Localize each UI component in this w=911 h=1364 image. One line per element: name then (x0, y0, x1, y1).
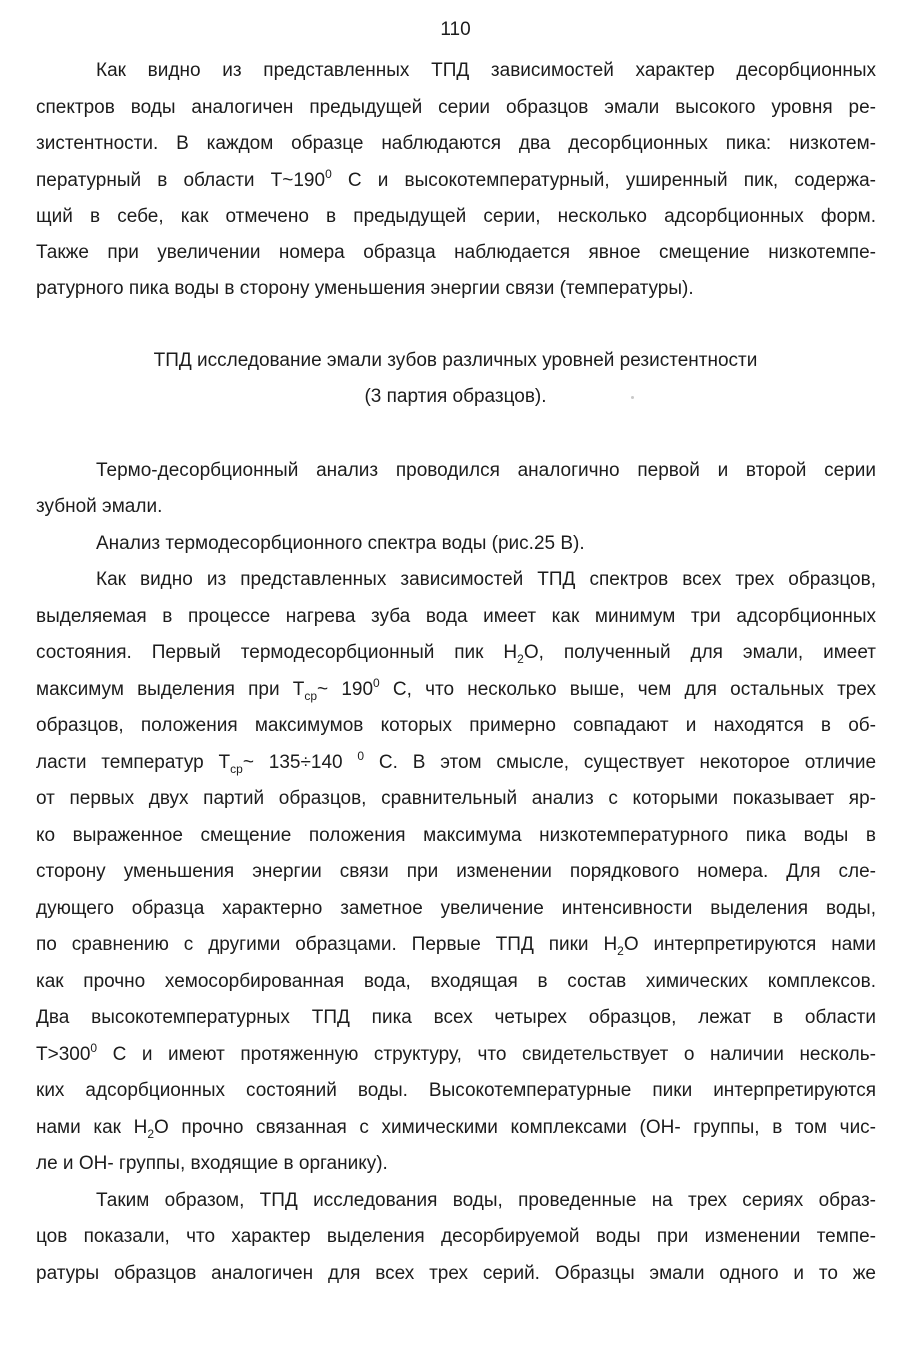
para4-line-13: Два высокотемпературных ТПД пика всех четырех образцов, лежат в области (36, 1007, 876, 1028)
text-segment: нами как Н (36, 1117, 148, 1138)
text-segment: пературный в области Т~190 (36, 170, 326, 191)
para1-line-2: спектров воды аналогичен предыдущей серии образцов эмали высокого уровня ре- (36, 97, 876, 118)
para4-line-1: Как видно из представленных зависимостей ТПД спектров всех трех образцов, (96, 569, 876, 590)
para1-line-4 (36, 169, 876, 193)
section-heading-line-1: ТПД исследование эмали зубов различных уровней резистентности (153, 350, 758, 371)
subscript: 2 (517, 652, 524, 666)
para1-line-3: зистентности. В каждом образце наблюдаются два десорбционных пика: низкотем- (36, 133, 876, 154)
para4-line-2: выделяемая в процессе нагрева зуба вода имеет как минимум три адсорбционных (36, 606, 876, 627)
subscript: 2 (147, 1127, 155, 1141)
text-segment: по сравнению с другими образцами. Первые ТПД пики Н (36, 934, 618, 955)
section-heading-line-2: (3 партия образцов). (364, 386, 547, 407)
text-segment: Т>300 (36, 1044, 91, 1065)
degree-superscript: 0 (90, 1041, 98, 1055)
subscript: ср (230, 762, 243, 776)
para3-line-1: Анализ термодесорбционного спектра воды (рис.25 В). (96, 533, 585, 554)
para4-line-6 (36, 751, 876, 775)
para1-line-1: Как видно из представленных ТПД зависимостей характер десорбционных (96, 60, 876, 81)
para4-line-14 (36, 1043, 876, 1067)
page-number: 110 (440, 19, 471, 40)
para5-line-1: Таким образом, ТПД исследования воды, проведенные на трех сериях образ- (96, 1190, 876, 1211)
subscript: 2 (617, 944, 624, 958)
para4-line-4 (36, 678, 876, 702)
para1-line-7: ратурного пика воды в сторону уменьшения энергии связи (температуры). (36, 278, 694, 299)
para4-line-5: образцов, положения максимумов которых примерно совпадают и находятся в об- (36, 715, 876, 736)
text-segment: С и имеют протяженную структуру, что свидетельствует о наличии несколь- (97, 1044, 876, 1065)
text-segment: С. В этом смысле, существует некоторое отличие (364, 752, 877, 773)
para4-line-17: ле и ОН- группы, входящие в органику). (36, 1153, 388, 1174)
text-segment: максимум выделения при Т (36, 679, 305, 700)
para4-line-9: сторону уменьшения энергии связи при изменении порядкового номера. Для сле- (36, 861, 876, 882)
text-segment: С и высокотемпературный, уширенный пик, содержа- (331, 170, 877, 191)
para4-line-3 (36, 641, 876, 665)
text-segment: ~ 190 (317, 679, 374, 700)
para2-line-2: зубной эмали. (36, 496, 163, 517)
degree-superscript: 0 (373, 676, 380, 690)
para5-line-2: цов показали, что характер выделения десорбируемой воды при изменении темпе- (36, 1226, 876, 1247)
para1-line-5: щий в себе, как отмечено в предыдущей серии, несколько адсорбционных форм. (36, 206, 876, 227)
para4-line-8: ко выраженное смещение положения максимума низкотемпературного пика воды в (36, 825, 876, 846)
subscript: ср (304, 689, 318, 703)
para2-line-1: Термо-десорбционный анализ проводился аналогично первой и второй серии (96, 460, 876, 481)
para1-line-6: Также при увеличении номера образца наблюдается явное смещение низкотемпе- (36, 242, 876, 263)
scan-speck (631, 396, 634, 399)
text-segment: О интерпретируются нами (623, 934, 876, 955)
para4-line-16 (36, 1116, 876, 1140)
text-segment: ~ 135÷140 (242, 752, 358, 773)
para5-line-3: ратуры образцов аналогичен для всех трех серий. Образцы эмали одного и то же (36, 1263, 876, 1284)
text-segment: ласти температур Т (36, 752, 231, 773)
text-segment: состояния. Первый термодесорбционный пик Н (36, 642, 518, 663)
text-segment: О прочно связанная с химическими комплексами (ОН- группы, в том чис- (154, 1117, 877, 1138)
para4-line-11 (36, 933, 876, 957)
degree-superscript: 0 (325, 167, 332, 181)
text-segment: С, что несколько выше, чем для остальных трех (379, 679, 876, 700)
para4-line-15: ких адсорбционных состояний воды. Высокотемпературные пики интерпретируются (36, 1080, 876, 1101)
para4-line-12: как прочно хемосорбированная вода, входящая в состав химических комплексов. (36, 971, 876, 992)
para4-line-7: от первых двух партий образцов, сравнительный анализ с которыми показывает яр- (36, 788, 876, 809)
text-segment: О, полученный для эмали, имеет (523, 642, 876, 663)
degree-superscript: 0 (357, 749, 365, 763)
para4-line-10: дующего образца характерно заметное увеличение интенсивности выделения воды, (36, 898, 876, 919)
